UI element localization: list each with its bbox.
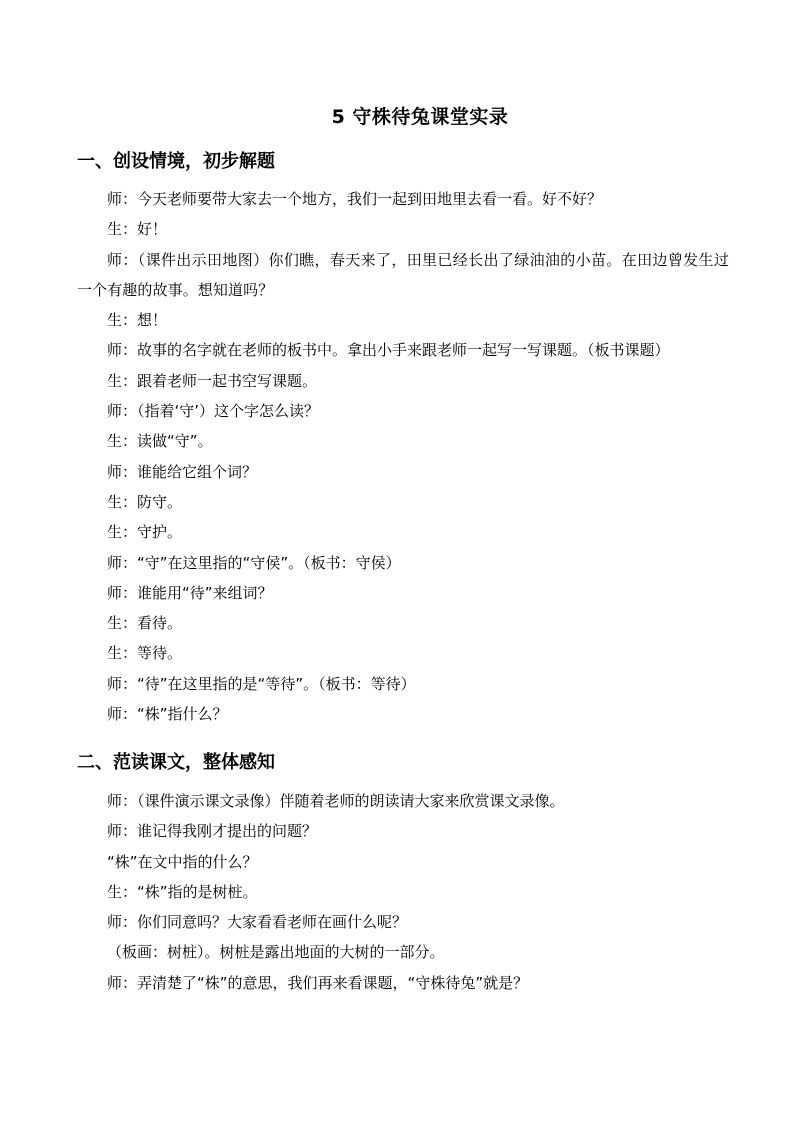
paragraph: 生：想！ bbox=[107, 311, 168, 330]
paragraph: 师：“守”在这里指的“守侯”。（板书：守侯） bbox=[107, 553, 401, 572]
paragraph-list bbox=[77, 184, 757, 729]
section-1 bbox=[77, 147, 757, 729]
page-title: 5 守株待兔课堂实录 bbox=[331, 106, 509, 128]
paragraph: “株”在文中指的什么？ bbox=[107, 852, 258, 871]
section-heading: 一、创设情境，初步解题 bbox=[77, 151, 275, 172]
paragraph: 师：你们同意吗？大家看看老师在画什么呢？ bbox=[107, 913, 408, 932]
paragraph: 师：谁能给它组个词？ bbox=[107, 462, 258, 481]
paragraph: 师：今天老师要带大家去一个地方，我们一起到田地里去看一看。好不好？ bbox=[107, 190, 603, 208]
paragraph: 师：“株”指什么？ bbox=[107, 705, 228, 724]
section-heading: 二、范读课文，整体感知 bbox=[77, 752, 275, 773]
paragraph: 生：读做“守”。 bbox=[107, 432, 213, 451]
paragraph: （板画：树桩）。树桩是露出地面的大树的一部分。 bbox=[107, 943, 445, 962]
paragraph: 生：守护。 bbox=[107, 523, 183, 542]
paragraph-list bbox=[77, 786, 757, 998]
paragraph: 师：故事的名字就在老师的板书中。拿出小手来跟老师一起写一写课题。（板书课题） bbox=[107, 341, 670, 360]
paragraph: 师：谁记得我刚才提出的问题？ bbox=[107, 822, 318, 841]
paragraph: 生：等待。 bbox=[107, 644, 183, 663]
paragraph: 生：看待。 bbox=[107, 614, 183, 633]
paragraph: 生：“株”指的是树桩。 bbox=[107, 882, 258, 901]
paragraph: 生：防守。 bbox=[107, 492, 183, 511]
paragraph: 师：（课件演示课文录像）伴随着老师的朗读请大家来欣赏课文录像。 bbox=[107, 792, 565, 810]
paragraph: 师：（指着‘守’）这个字怎么读？ bbox=[107, 402, 320, 421]
paragraph: 生：跟着老师一起书空写课题。 bbox=[107, 371, 318, 390]
paragraph: 师：弄清楚了“株”的意思，我们再来看课题，“守株待兔”就是？ bbox=[107, 973, 529, 992]
paragraph: 生：好！ bbox=[107, 220, 168, 239]
paragraph: 师：“待”在这里指的是“等待”。（板书：等待） bbox=[107, 674, 416, 693]
paragraph: 师：（课件出示田地图）你们瞧，春天来了，田里已经长出了绿油油的小苗。在田边曾发生过一个有趣的故事。想知道吗？ bbox=[77, 250, 729, 299]
paragraph: 师：谁能用“待”来组词？ bbox=[107, 583, 273, 602]
section-2 bbox=[77, 748, 757, 998]
